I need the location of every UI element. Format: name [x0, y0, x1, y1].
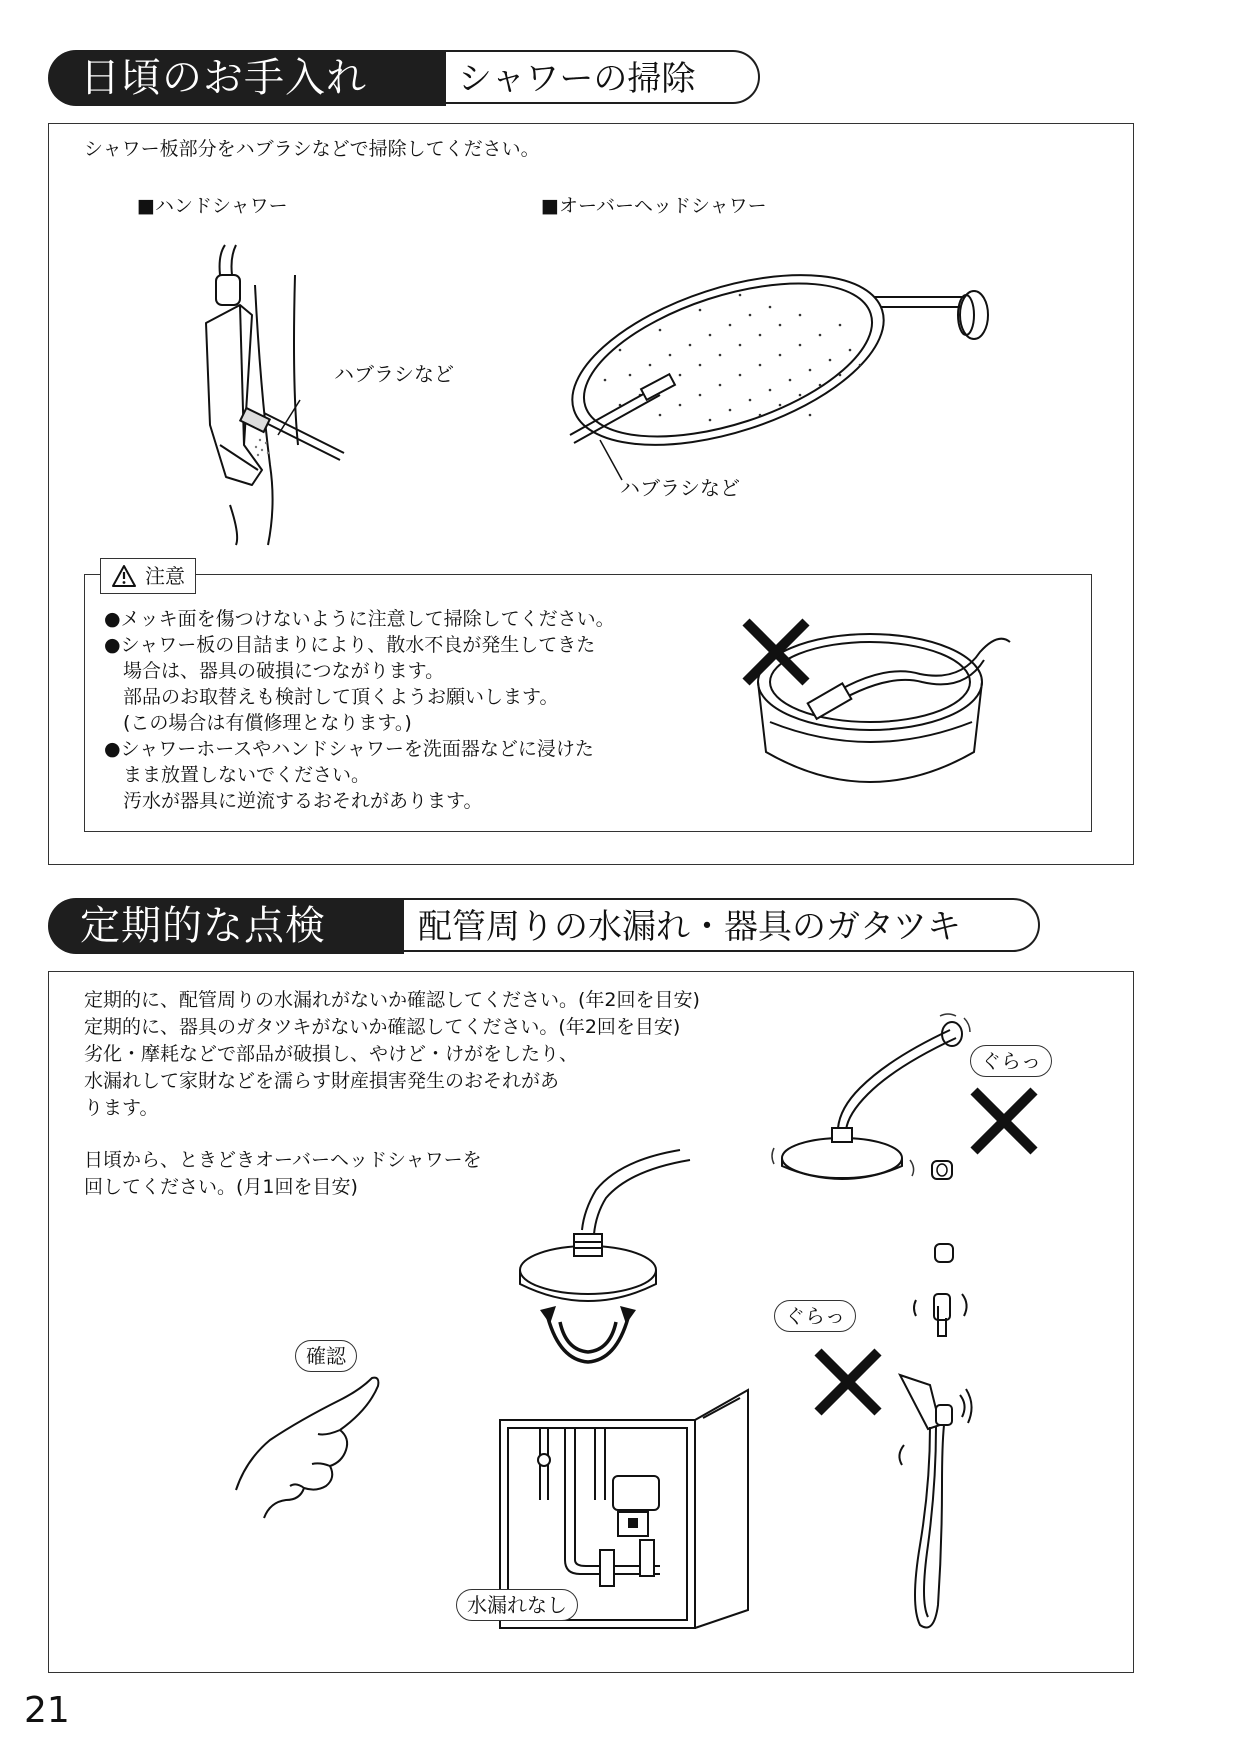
overhead-shower-illustration — [560, 275, 1010, 495]
section2-para2-line1: 日頃から、ときどきオーバーヘッドシャワーを — [84, 1149, 482, 1171]
wobbly-overhead-shower-illustration — [770, 1008, 970, 1178]
caution-line-6: ●シャワーホースやハンドシャワーを洗面器などに浸けた — [104, 738, 594, 760]
pointing-hand-illustration — [230, 1370, 390, 1520]
section1-header — [48, 50, 768, 106]
caution-line-3: 場合は、器具の破損につながります。 — [104, 660, 445, 682]
section1-intro: シャワー板部分をハブラシなどで掃除してください。 — [84, 138, 540, 160]
section2-para1-line5: ります。 — [84, 1097, 159, 1119]
caution-label: 注意 — [145, 564, 185, 588]
hand-shower-illustration — [200, 245, 360, 545]
brush-label-hand: ハブラシなど — [334, 362, 454, 386]
wall-valve-icon — [912, 1288, 972, 1348]
caution-line-4: 部品のお取替えも検討して頂くようお願いします。 — [104, 686, 559, 708]
page-number: 21 — [24, 1690, 70, 1731]
section2-title: 定期的な点検 — [48, 898, 404, 954]
section2-para1-line1: 定期的に、配管周りの水漏れがないか確認してください。(年2回を目安) — [84, 989, 700, 1011]
caution-line-8: 汚水が器具に逆流するおそれがあります。 — [104, 790, 483, 812]
check-bubble: 確認 — [295, 1340, 357, 1372]
overhead-shower-label: ■オーバーヘッドシャワー — [541, 195, 767, 217]
wobble-bubble-top: ぐらっ — [970, 1045, 1052, 1077]
brush-label-overhead: ハブラシなど — [620, 476, 740, 500]
section2-subtitle: 配管周りの水漏れ・器具のガタツキ — [400, 898, 1040, 952]
caution-line-5: (この場合は有償修理となります。) — [104, 712, 412, 734]
prohibited-x-icon-bottom — [812, 1346, 884, 1418]
warning-triangle-icon — [111, 564, 137, 588]
wobble-bubble-bottom: ぐらっ — [774, 1300, 856, 1332]
section2-para1-line3: 劣化・摩耗などで部品が破損し、やけど・けがをしたり、 — [84, 1043, 579, 1065]
section1-subtitle: シャワーの掃除 — [440, 50, 760, 104]
no-leak-bubble: 水漏れなし — [456, 1589, 578, 1621]
hand-shower-wall-illustration — [890, 1365, 1000, 1635]
section2-para1-line4: 水漏れして家財などを濡らす財産損害発生のおそれがあ — [84, 1070, 560, 1092]
section2-para2-line2: 回してください。(月1回を目安) — [84, 1176, 358, 1198]
section1-title: 日頃のお手入れ — [48, 50, 446, 106]
caution-line-7: まま放置しないでください。 — [104, 764, 371, 786]
section2-header — [48, 898, 1048, 954]
caution-tab — [100, 558, 196, 594]
pipe-fitting-icon — [928, 1155, 958, 1185]
prohibited-x-icon-top — [968, 1085, 1040, 1157]
prohibited-x-icon — [740, 616, 812, 688]
overhead-shower-rotate-illustration — [520, 1150, 700, 1380]
section2-para1-line2: 定期的に、器具のガタツキがないか確認してください。(年2回を目安) — [84, 1016, 681, 1038]
pipe-fitting-icon-2 — [932, 1240, 958, 1266]
caution-line-1: ●メッキ面を傷つけないように注意して掃除してください。 — [104, 608, 615, 630]
hand-shower-label: ■ハンドシャワー — [137, 195, 288, 217]
caution-line-2: ●シャワー板の目詰まりにより、散水不良が発生してきた — [104, 634, 596, 656]
